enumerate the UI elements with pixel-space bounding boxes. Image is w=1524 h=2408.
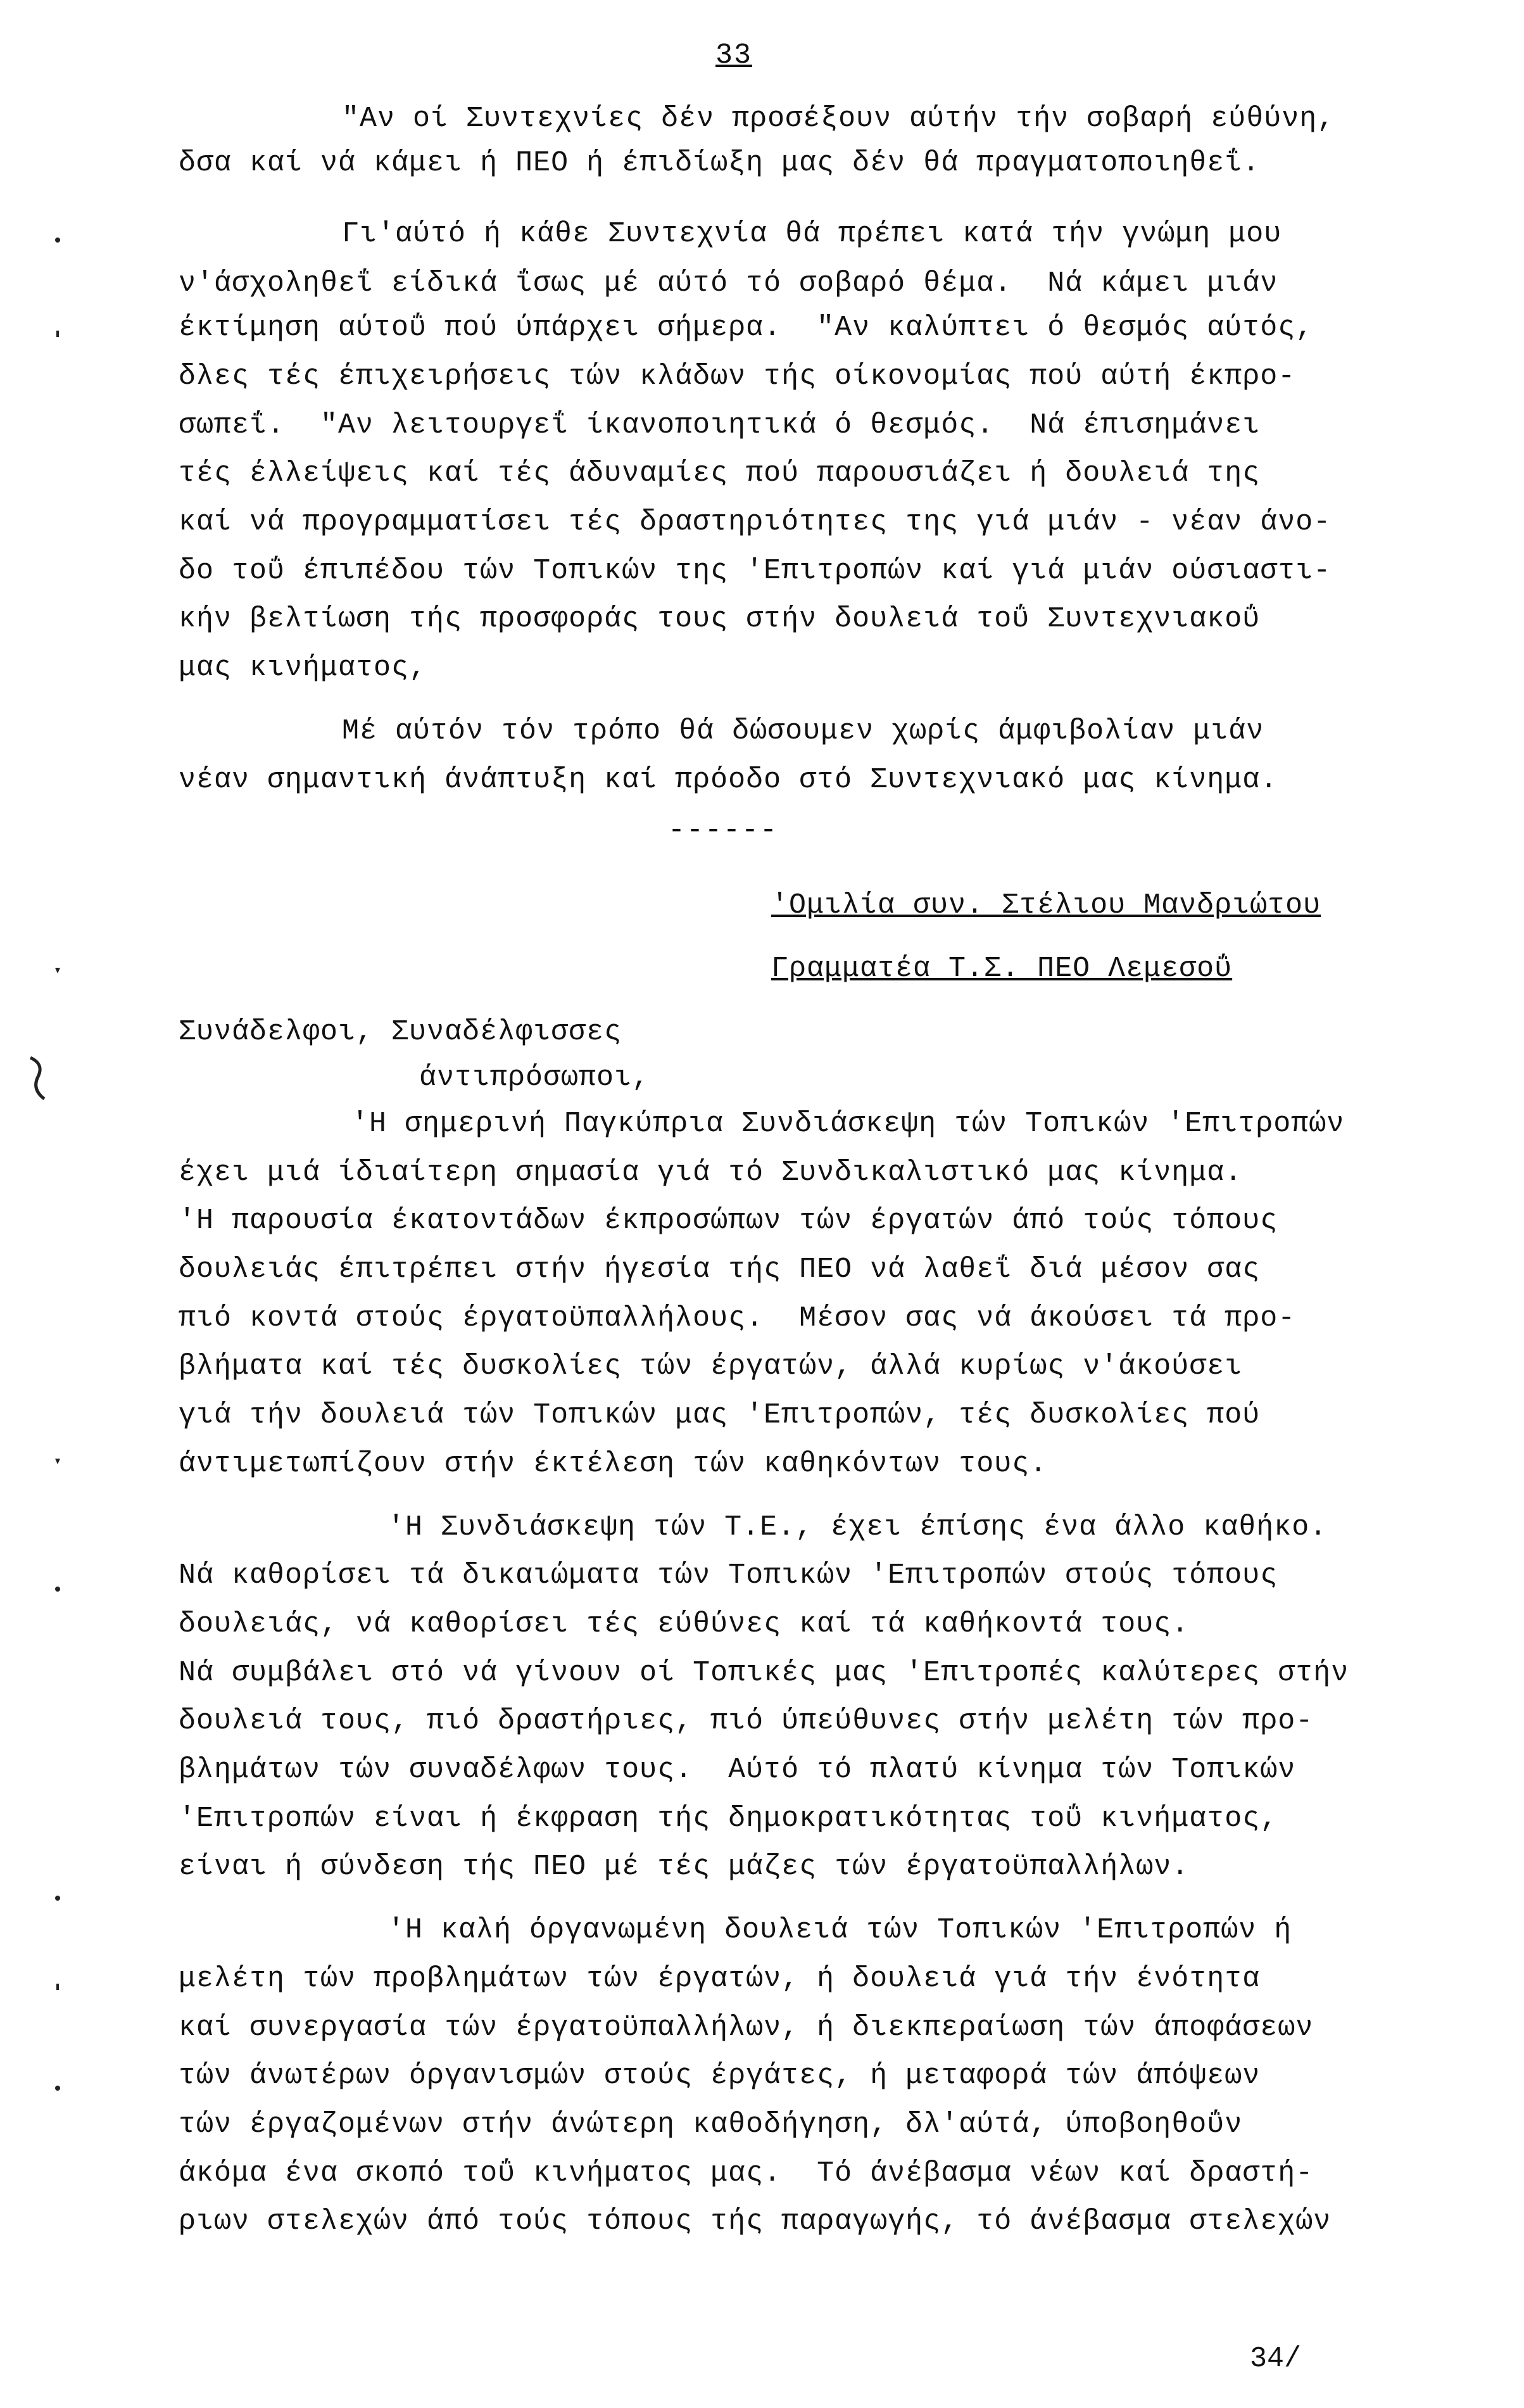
margin-mark-icon bbox=[53, 1982, 62, 1991]
margin-mark-icon bbox=[53, 236, 62, 244]
text-line: έχει μιά ίδιαίτερη σημασία γιά τό Συνδικαλιστικό μας κίνημα. bbox=[179, 1156, 1243, 1189]
text-line: δσα καί νά κάμει ή ΠΕΟ ή έπιδίωξη μας δέν θά πραγματοποιηθεΐ. bbox=[179, 147, 1261, 179]
text-line: βλήματα καί τές δυσκολίες τών έργατών, άλλά κυρίως ν'άκούσει bbox=[179, 1350, 1243, 1383]
page-number: 33 bbox=[715, 39, 753, 72]
text-line: μελέτη τών προβλημάτων τών έργατών, ή δουλειά γιά τήν ένότητα bbox=[179, 1963, 1261, 1995]
speaker-role: Γραμματέα Τ.Σ. ΠΕΟ Λεμεσοΰ bbox=[771, 953, 1233, 985]
text-line: Μέ αύτόν τόν τρόπο θά δώσουμεν χωρίς άμφιβολίαν μιάν bbox=[342, 715, 1264, 747]
text-line: γιά τήν δουλειά τών Τοπικών μας 'Επιτροπών, τές δυσκολίες πού bbox=[179, 1399, 1261, 1431]
text-line: δλες τές έπιχειρήσεις τών κλάδων τής οίκονομίας πού αύτή έκπρο- bbox=[179, 360, 1296, 393]
text-line: άντιμετωπίζουν στήν έκτέλεση τών καθηκόντων τους. bbox=[179, 1448, 1048, 1480]
margin-mark-icon bbox=[53, 2084, 62, 2093]
text-line: Νά συμβάλει στό νά γίνουν οί Τοπικές μας 'Επιτροπές καλύτερες στήν bbox=[179, 1657, 1349, 1689]
text-line: "Αν οί Συντεχνίες δέν προσέξουν αύτήν τήν σοβαρή εύθύνη, bbox=[342, 103, 1335, 135]
text-line: 'Η σημερινή Παγκύπρια Συνδιάσκεψη τών Τοπικών 'Επιτροπών bbox=[351, 1108, 1345, 1140]
text-line: 'Επιτροπών είναι ή έκφραση τής δημοκρατικότητας τοΰ κινήματος, bbox=[179, 1803, 1278, 1835]
text-line: Νά καθορίσει τά δικαιώματα τών Τοπικών 'Επιτροπών στούς τόπους bbox=[179, 1559, 1278, 1592]
speech-title: 'Ομιλία συν. Στέλιου Μανδριώτου bbox=[771, 889, 1321, 922]
text-line: καί νά προγραμματίσει τές δραστηριότητες της γιά μιάν - νέαν άνο- bbox=[179, 506, 1332, 538]
text-line: είναι ή σύνδεση τής ΠΕΟ μέ τές μάζες τών έργατοϋπαλλήλων. bbox=[179, 1851, 1190, 1883]
text-line: ριων στελεχών άπό τούς τόπους τής παραγωγής, τό άνέβασμα στελεχών bbox=[179, 2205, 1332, 2238]
section-separator: ------ bbox=[668, 814, 779, 847]
salutation-line: Συνάδελφοι, Συναδέλφισσες bbox=[179, 1016, 622, 1048]
margin-mark-icon bbox=[53, 329, 62, 338]
text-line: πιό κοντά στούς έργατοϋπαλλήλους. Μέσον σας νά άκούσει τά προ- bbox=[179, 1302, 1296, 1334]
text-line: κήν βελτίωση τής προσφοράς τους στήν δουλειά τοΰ Συντεχνιακοΰ bbox=[179, 603, 1261, 635]
margin-mark-icon bbox=[53, 1585, 62, 1594]
text-line: τών άνωτέρων όργανισμών στούς έργάτες, ή μεταφορά τών άπόψεων bbox=[179, 2060, 1261, 2092]
text-line: μας κινήματος, bbox=[179, 652, 427, 684]
margin-mark-icon bbox=[25, 1051, 51, 1108]
text-line: δουλειάς, νά καθορίσει τές εύθύνες καί τά καθήκοντά τους. bbox=[179, 1608, 1190, 1640]
text-line: τές έλλείψεις καί τές άδυναμίες πού παρουσιάζει ή δουλειά της bbox=[179, 457, 1261, 490]
continued-page-marker: 34/ bbox=[1250, 2343, 1302, 2375]
text-line: 'Η καλή όργανωμένη δουλειά τών Τοπικών 'Επιτροπών ή bbox=[387, 1914, 1292, 1946]
text-line: καί συνεργασία τών έργατοϋπαλλήλων, ή διεκπεραίωση τών άποφάσεων bbox=[179, 2012, 1314, 2044]
text-line: ν'άσχοληθεΐ είδικά ΐσως μέ αύτό τό σοβαρό θέμα. Νά κάμει μιάν bbox=[179, 267, 1278, 300]
margin-mark-icon bbox=[53, 966, 62, 975]
text-line: δουλειά τους, πιό δραστήριες, πιό ύπεύθυνες στήν μελέτη τών προ- bbox=[179, 1705, 1314, 1737]
salutation-line: άντιπρόσωποι, bbox=[419, 1061, 650, 1094]
text-line: σωπεΐ. "Αν λειτουργεΐ ίκανοποιητικά ό θεσμός. Νά έπισημάνει bbox=[179, 409, 1261, 441]
text-line: έκτίμηση αύτοΰ πού ύπάρχει σήμερα. "Αν καλύπτει ό θεσμός αύτός, bbox=[179, 312, 1314, 344]
text-line: τών έργαζομένων στήν άνώτερη καθοδήγηση, δλ'αύτά, ύποβοηθοΰν bbox=[179, 2108, 1243, 2141]
margin-mark-icon bbox=[53, 1457, 62, 1466]
text-line: Γι'αύτό ή κάθε Συντεχνία θά πρέπει κατά τήν γνώμη μου bbox=[342, 218, 1282, 250]
text-line: άκόμα ένα σκοπό τοΰ κινήματος μας. Τό άνέβασμα νέων καί δραστή- bbox=[179, 2157, 1314, 2189]
text-line: δουλειάς έπιτρέπει στήν ήγεσία τής ΠΕΟ νά λαθεΐ διά μέσον σας bbox=[179, 1253, 1261, 1286]
text-line: 'Η παρουσία έκατοντάδων έκπροσώπων τών έργατών άπό τούς τόπους bbox=[179, 1205, 1278, 1237]
text-line: βλημάτων τών συναδέλφων τους. Αύτό τό πλατύ κίνημα τών Τοπικών bbox=[179, 1754, 1296, 1786]
text-line: δο τοΰ έπιπέδου τών Τοπικών της 'Επιτροπών καί γιά μιάν ούσιαστι- bbox=[179, 555, 1332, 587]
margin-mark-icon bbox=[53, 1894, 62, 1903]
text-line: 'Η Συνδιάσκεψη τών Τ.Ε., έχει έπίσης ένα άλλο καθήκο. bbox=[387, 1511, 1328, 1543]
text-line: νέαν σημαντική άνάπτυξη καί πρόοδο στό Συντεχνιακό μας κίνημα. bbox=[179, 764, 1278, 796]
